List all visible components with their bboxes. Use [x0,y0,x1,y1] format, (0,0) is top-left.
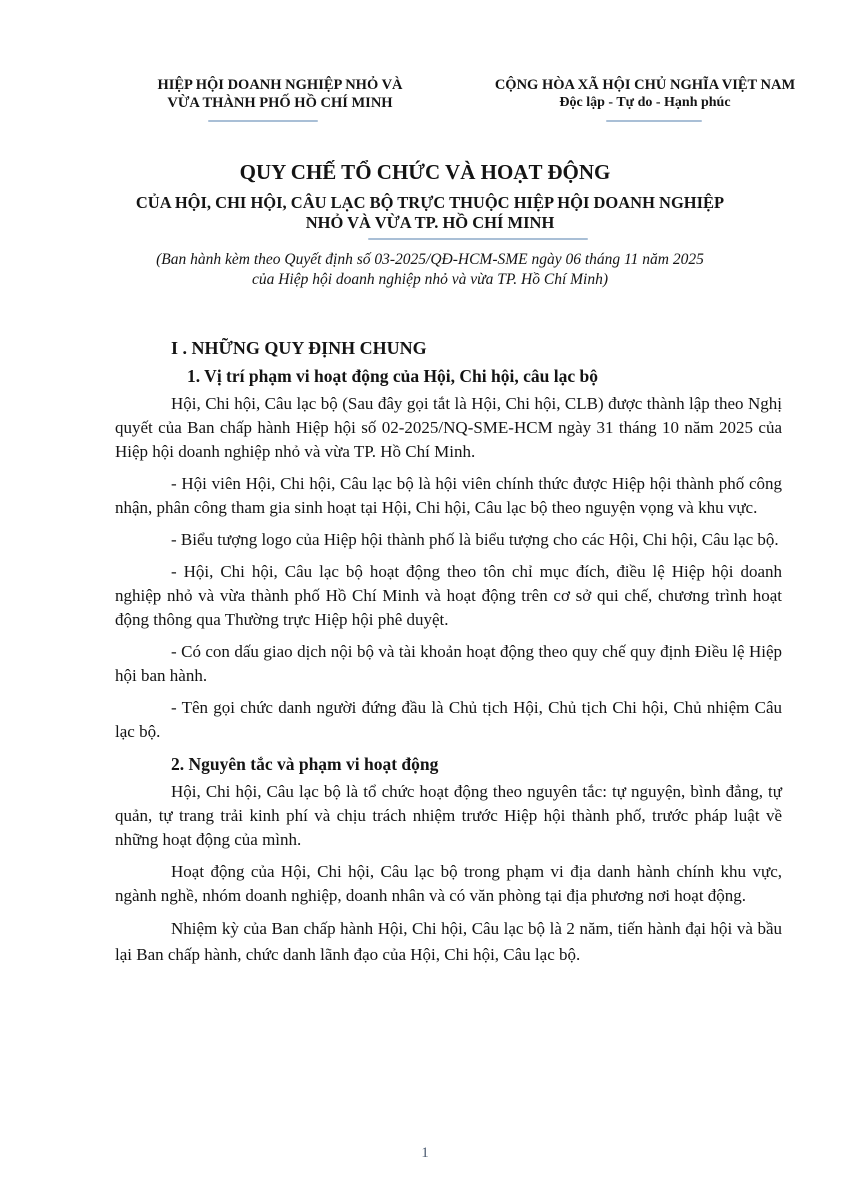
national-motto: Độc lập - Tự do - Hạnh phúc [559,95,731,110]
issuance-line2: của Hiệp hội doanh nghiệp nhỏ và vừa TP. Hồ Chí Minh) [251,271,609,288]
subtitle-line2: NHỎ VÀ VỪA TP. HỒ CHÍ MINH [305,213,555,232]
nation-name: CỘNG HÒA XÃ HỘI CHỦ NGHĨA VIỆT NAM [494,77,796,93]
title-underline [368,238,588,240]
subsection-heading-1: 1. Vị trí phạm vi hoạt động của Hội, Chi hội, câu lạc bộ [187,366,598,386]
paragraph: - Tên gọi chức danh người đứng đầu là Chủ tịch Hội, Chủ tịch Chi hội, Chủ nhiệm Câu lạc bộ. [115,698,782,741]
paragraph: - Biểu tượng logo của Hiệp hội thành phố là biểu tượng cho các Hội, Chi hội, Câu lạc bộ. [171,530,779,549]
document-body [115,336,782,976]
issuance-line1: (Ban hành kèm theo Quyết định số 03-2025/QĐ-HCM-SME ngày 06 tháng 11 năm 2025 [156,251,704,268]
org-name-line1: HIỆP HỘI DOANH NGHIỆP NHỎ VÀ [157,77,403,93]
paragraph: - Có con dấu giao dịch nội bộ và tài khoản hoạt động theo quy chế quy định Điều lệ Hiệp hội ban hành. [115,642,782,685]
paragraph: - Hội viên Hội, Chi hội, Câu lạc bộ là hội viên chính thức được Hiệp hội thành phố công nhận, phân công tham gia sinh hoạt tại Hội, Chi hội, Câu lạc bộ theo nguyện vọng và khu vực. [115,474,782,517]
paragraph: - Hội, Chi hội, Câu lạc bộ hoạt động theo tôn chỉ mục đích, điều lệ Hiệp hội doanh nghiệp nhỏ và vừa thành phố Hồ Chí Minh và hoạt động trên cơ sở qui chế, chương trình hoạt động thông qua Thường trực Hiệp hội phê duyệt. [115,562,782,629]
paragraph: Hội, Chi hội, Câu lạc bộ là tổ chức hoạt động theo nguyên tắc: tự nguyện, bình đẳng, tự quản, tự trang trải kinh phí và chịu trách nhiệm trước Hiệp hội thành phố, trước pháp luật về những hoạt động của mình. [115,782,782,849]
page-number: 1 [421,1145,429,1161]
motto-underline [606,120,702,122]
subsection-heading-2: 2. Nguyên tắc và phạm vi hoạt động [171,754,439,774]
subtitle-line1: CỦA HỘI, CHI HỘI, CÂU LẠC BỘ TRỰC THUỘC HIỆP HỘI DOANH NGHIỆP [135,193,725,212]
issuance-note [100,250,760,290]
section-heading: I . NHỮNG QUY ĐỊNH CHUNG [171,338,427,358]
organization-header [110,76,450,112]
org-underline [208,120,318,122]
document-subtitle [90,193,770,233]
org-name-line2: VỪA THÀNH PHỐ HỒ CHÍ MINH [167,95,393,111]
paragraph: Hội, Chi hội, Câu lạc bộ (Sau đây gọi tắt là Hội, Chi hội, CLB) được thành lập theo Nghị quyết của Ban chấp hành Hiệp hội số 02-2025/NQ-SME-HCM ngày 31 tháng 10 năm 2025 của Hiệp hội doanh nghiệp nhỏ và vừa TP. Hồ Chí Minh. [115,394,782,461]
paragraph: Nhiệm kỳ của Ban chấp hành Hội, Chi hội, Câu lạc bộ là 2 năm, tiến hành đại hội và bầu lại Ban chấp hành, chức danh lãnh đạo của Hội, Chi hội, Câu lạc bộ. [115,919,782,964]
paragraph: Hoạt động của Hội, Chi hội, Câu lạc bộ trong phạm vi địa danh hành chính khu vực, ngành nghề, nhóm doanh nghiệp, doanh nhân và có văn phòng tại địa phương nơi hoạt động. [115,862,782,905]
document-title: QUY CHẾ TỔ CHỨC VÀ HOẠT ĐỘNG [239,160,611,184]
national-header [470,76,820,112]
